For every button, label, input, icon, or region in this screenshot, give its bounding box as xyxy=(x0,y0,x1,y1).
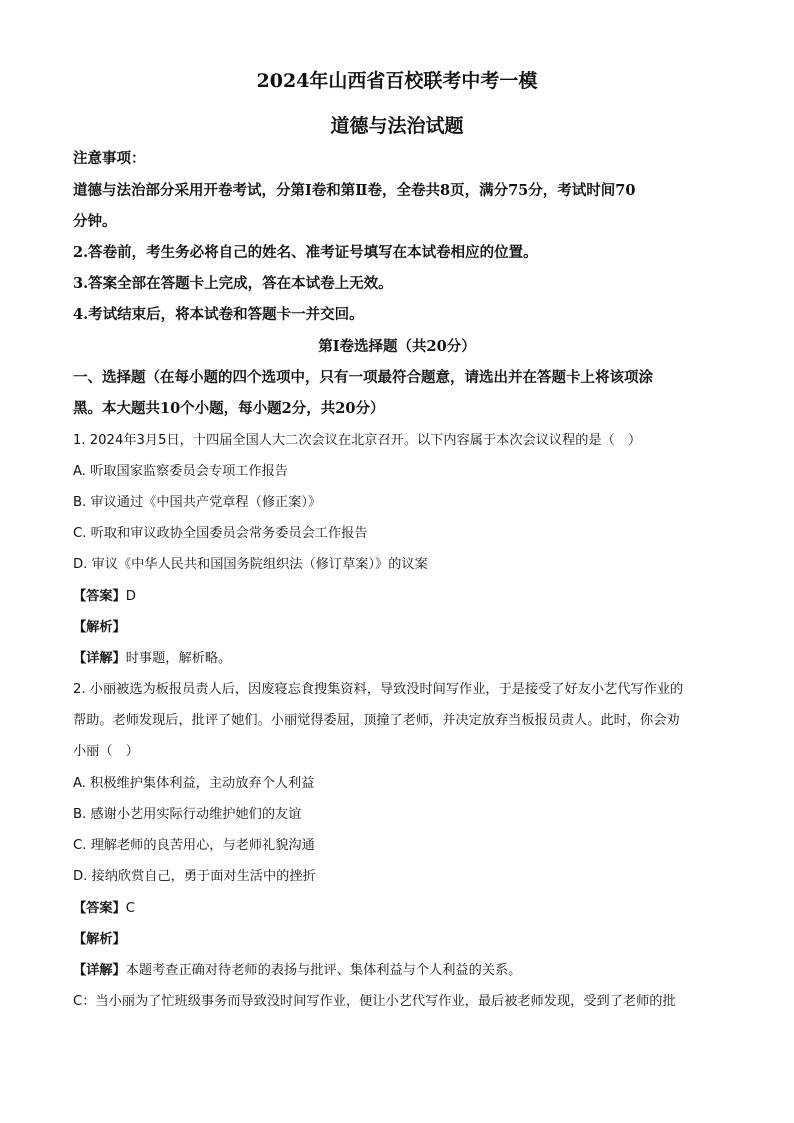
answer-value: C xyxy=(125,901,135,916)
detail-text: C：当小丽为了忙班级事务而导致没时间写作业，便让小艺代写作业，最后被老师发现，受到了老师的批 xyxy=(73,994,676,1009)
notes-line: 3.答案全部在答题卡上完成，答在本试卷上无效。 xyxy=(73,275,393,292)
notes-line: 道德与法治部分采用开卷考试，分第Ⅰ卷和第Ⅱ卷，全卷共8页，满分75分，考试时间70 xyxy=(73,182,636,199)
question-stem: 小丽（ ） xyxy=(73,744,139,759)
notes-heading: 注意事项： xyxy=(73,150,146,167)
question-option-a: A. 听取国家监察委员会专项工作报告 xyxy=(73,464,288,479)
section-instruction: 一、选择题（在每小题的四个选项中，只有一项最符合题意，请选出并在答题卡上将该项涂 xyxy=(73,369,653,386)
question-option-c: C. 听取和审议政协全国委员会常务委员会工作报告 xyxy=(73,526,368,541)
question-stem: 帮助。老师发现后，批评了她们。小丽觉得委屈，顶撞了老师，并决定放弃当板报员责人。此时，你会劝 xyxy=(73,713,680,728)
section-instruction: 黑。本大题共10个小题，每小题2分，共20分） xyxy=(73,400,385,417)
answer-row xyxy=(73,587,723,607)
detail-text: 本题考查正确对待老师的表扬与批评、集体利益与个人利益的关系。 xyxy=(125,963,522,978)
detail-tag: 【详解】 xyxy=(73,963,126,978)
exam-title: 2024年山西省百校联考中考一模 xyxy=(256,70,538,92)
analysis-tag: 【解析】 xyxy=(73,932,126,947)
analysis-row xyxy=(73,930,723,950)
question-stem: 1. 2024年3月5日，十四届全国人大二次会议在北京召开。以下内容属于本次会议议程的是（ ） xyxy=(73,433,642,448)
detail-row xyxy=(73,961,723,981)
question-option-b: B. 审议通过《中国共产党章程（修正案）》 xyxy=(73,495,322,510)
answer-tag: 【答案】 xyxy=(73,901,126,916)
question-stem: 2. 小丽被选为板报员责人后，因废寝忘食搜集资料，导致没时间写作业，于是接受了好友小艺代写作业的 xyxy=(73,682,684,697)
detail-text: 时事题，解析略。 xyxy=(125,651,232,666)
detail-tag: 【详解】 xyxy=(73,651,126,666)
question-option-a: A. 积极维护集体利益，主动放弃个人利益 xyxy=(73,776,315,791)
question-option-b: B. 感谢小艺用实际行动维护她们的友谊 xyxy=(73,807,302,822)
section-title: 第Ⅰ卷选择题（共20分） xyxy=(318,338,476,355)
question-option-c: C. 理解老师的良苦用心，与老师礼貌沟通 xyxy=(73,838,315,853)
notes-line: 分钟。 xyxy=(73,213,117,230)
notes-line: 2.答卷前，考生务必将自己的姓名、准考证号填写在本试卷相应的位置。 xyxy=(73,244,538,261)
answer-tag: 【答案】 xyxy=(73,589,126,604)
question-option-d: D. 接纳欣赏自己，勇于面对生活中的挫折 xyxy=(73,869,316,884)
detail-row xyxy=(73,649,723,669)
answer-value: D xyxy=(125,589,136,604)
exam-subject-title: 道德与法治试题 xyxy=(330,115,464,137)
analysis-row xyxy=(73,618,723,638)
question-option-d: D. 审议《中华人民共和国国务院组织法（修订草案）》的议案 xyxy=(73,557,428,572)
analysis-tag: 【解析】 xyxy=(73,620,126,635)
notes-line: 4.考试结束后，将本试卷和答题卡一并交回。 xyxy=(73,306,364,323)
answer-row xyxy=(73,899,723,919)
